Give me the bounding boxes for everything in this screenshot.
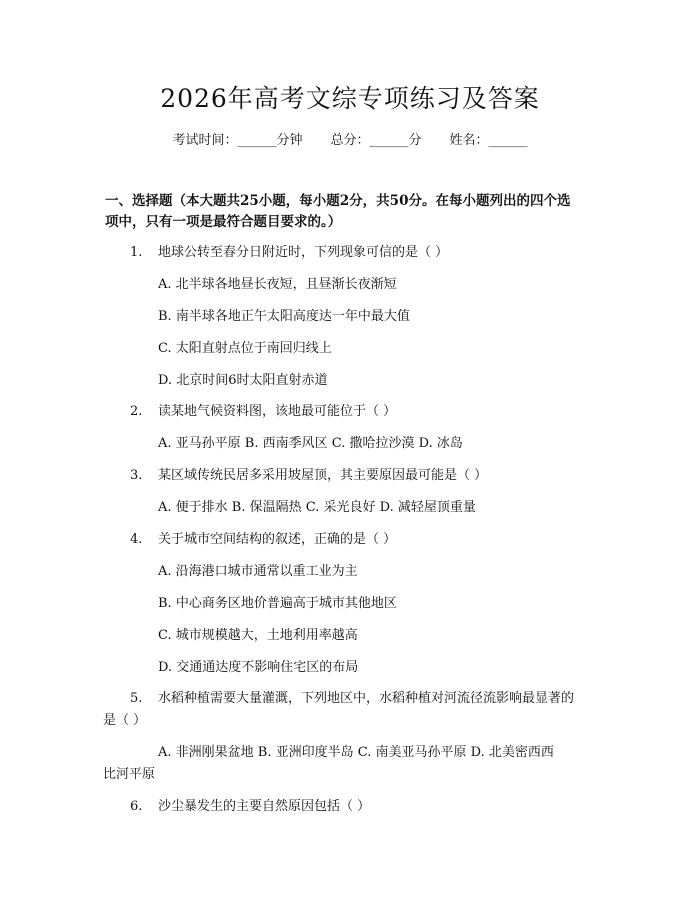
student-name-field: 姓名：______ <box>449 133 528 148</box>
question-5-text-line-2: 是（ ） <box>103 713 147 728</box>
question-number: 5. <box>130 691 143 706</box>
question-4 <box>130 530 396 550</box>
question-text: 读某地气候资料图，该地最可能位于（ ） <box>158 404 397 419</box>
question-3-options: A. 便于排水 B. 保温隔热 C. 采光良好 D. 减轻屋顶重量 <box>158 500 476 515</box>
question-1 <box>130 243 448 263</box>
question-number: 2. <box>130 404 143 419</box>
question-1-option-a: A. 北半球各地昼长夜短，且昼渐长夜渐短 <box>158 277 397 292</box>
question-4-option-c: C. 城市规模越大，土地利用率越高 <box>158 628 358 643</box>
question-5 <box>130 689 574 709</box>
question-2-options: A. 亚马孙平原 B. 西南季风区 C. 撒哈拉沙漠 D. 冰岛 <box>158 436 463 451</box>
question-5-options-line-2: 比河平原 <box>103 767 156 782</box>
question-text: 关于城市空间结构的叙述，正确的是（ ） <box>158 532 397 547</box>
question-3 <box>130 466 487 486</box>
total-score-field: 总分：______分 <box>330 133 422 148</box>
question-2 <box>130 402 396 422</box>
question-4-option-b: B. 中心商务区地价普遍高于城市其他地区 <box>158 596 397 611</box>
question-number: 1. <box>130 245 143 260</box>
section-heading-line-1: 一、选择题（本大题共25小题，每小题2分，共50分。在每小题列出的四个选 <box>105 193 571 209</box>
question-4-option-a: A. 沿海港口城市通常以重工业为主 <box>158 564 358 579</box>
question-1-option-c: C. 太阳直射点位于南回归线上 <box>158 341 332 356</box>
question-text: 地球公转至春分日附近时，下列现象可信的是（ ） <box>158 245 449 260</box>
question-4-option-d: D. 交通通达度不影响住宅区的布局 <box>158 660 359 675</box>
question-number: 6. <box>130 799 143 814</box>
question-text-line-1: 水稻种植需要大量灌溉，下列地区中，水稻种植对河流径流影响最显著的 <box>158 691 575 706</box>
question-text: 某区域传统民居多采用坡屋顶，其主要原因最可能是（ ） <box>158 468 488 483</box>
exam-info-line <box>0 131 700 151</box>
question-number: 4. <box>130 532 143 547</box>
question-number: 3. <box>130 468 143 483</box>
section-heading <box>105 191 605 233</box>
section-heading-line-2: 项中，只有一项是最符合题目要求的。） <box>105 214 342 230</box>
question-1-option-b: B. 南半球各地正午太阳高度达一年中最大值 <box>158 309 410 324</box>
exam-time-field: 考试时间：______分钟 <box>172 133 303 148</box>
page-title: 2026年高考文综专项练习及答案 <box>160 84 540 113</box>
question-6 <box>130 797 370 817</box>
question-text: 沙尘暴发生的主要自然原因包括（ ） <box>158 799 371 814</box>
question-1-option-d: D. 北京时间6时太阳直射赤道 <box>158 373 328 388</box>
question-5-options-line-1: A. 非洲刚果盆地 B. 亚洲印度半岛 C. 南美亚马孙平原 D. 北美密西西 <box>158 745 554 760</box>
